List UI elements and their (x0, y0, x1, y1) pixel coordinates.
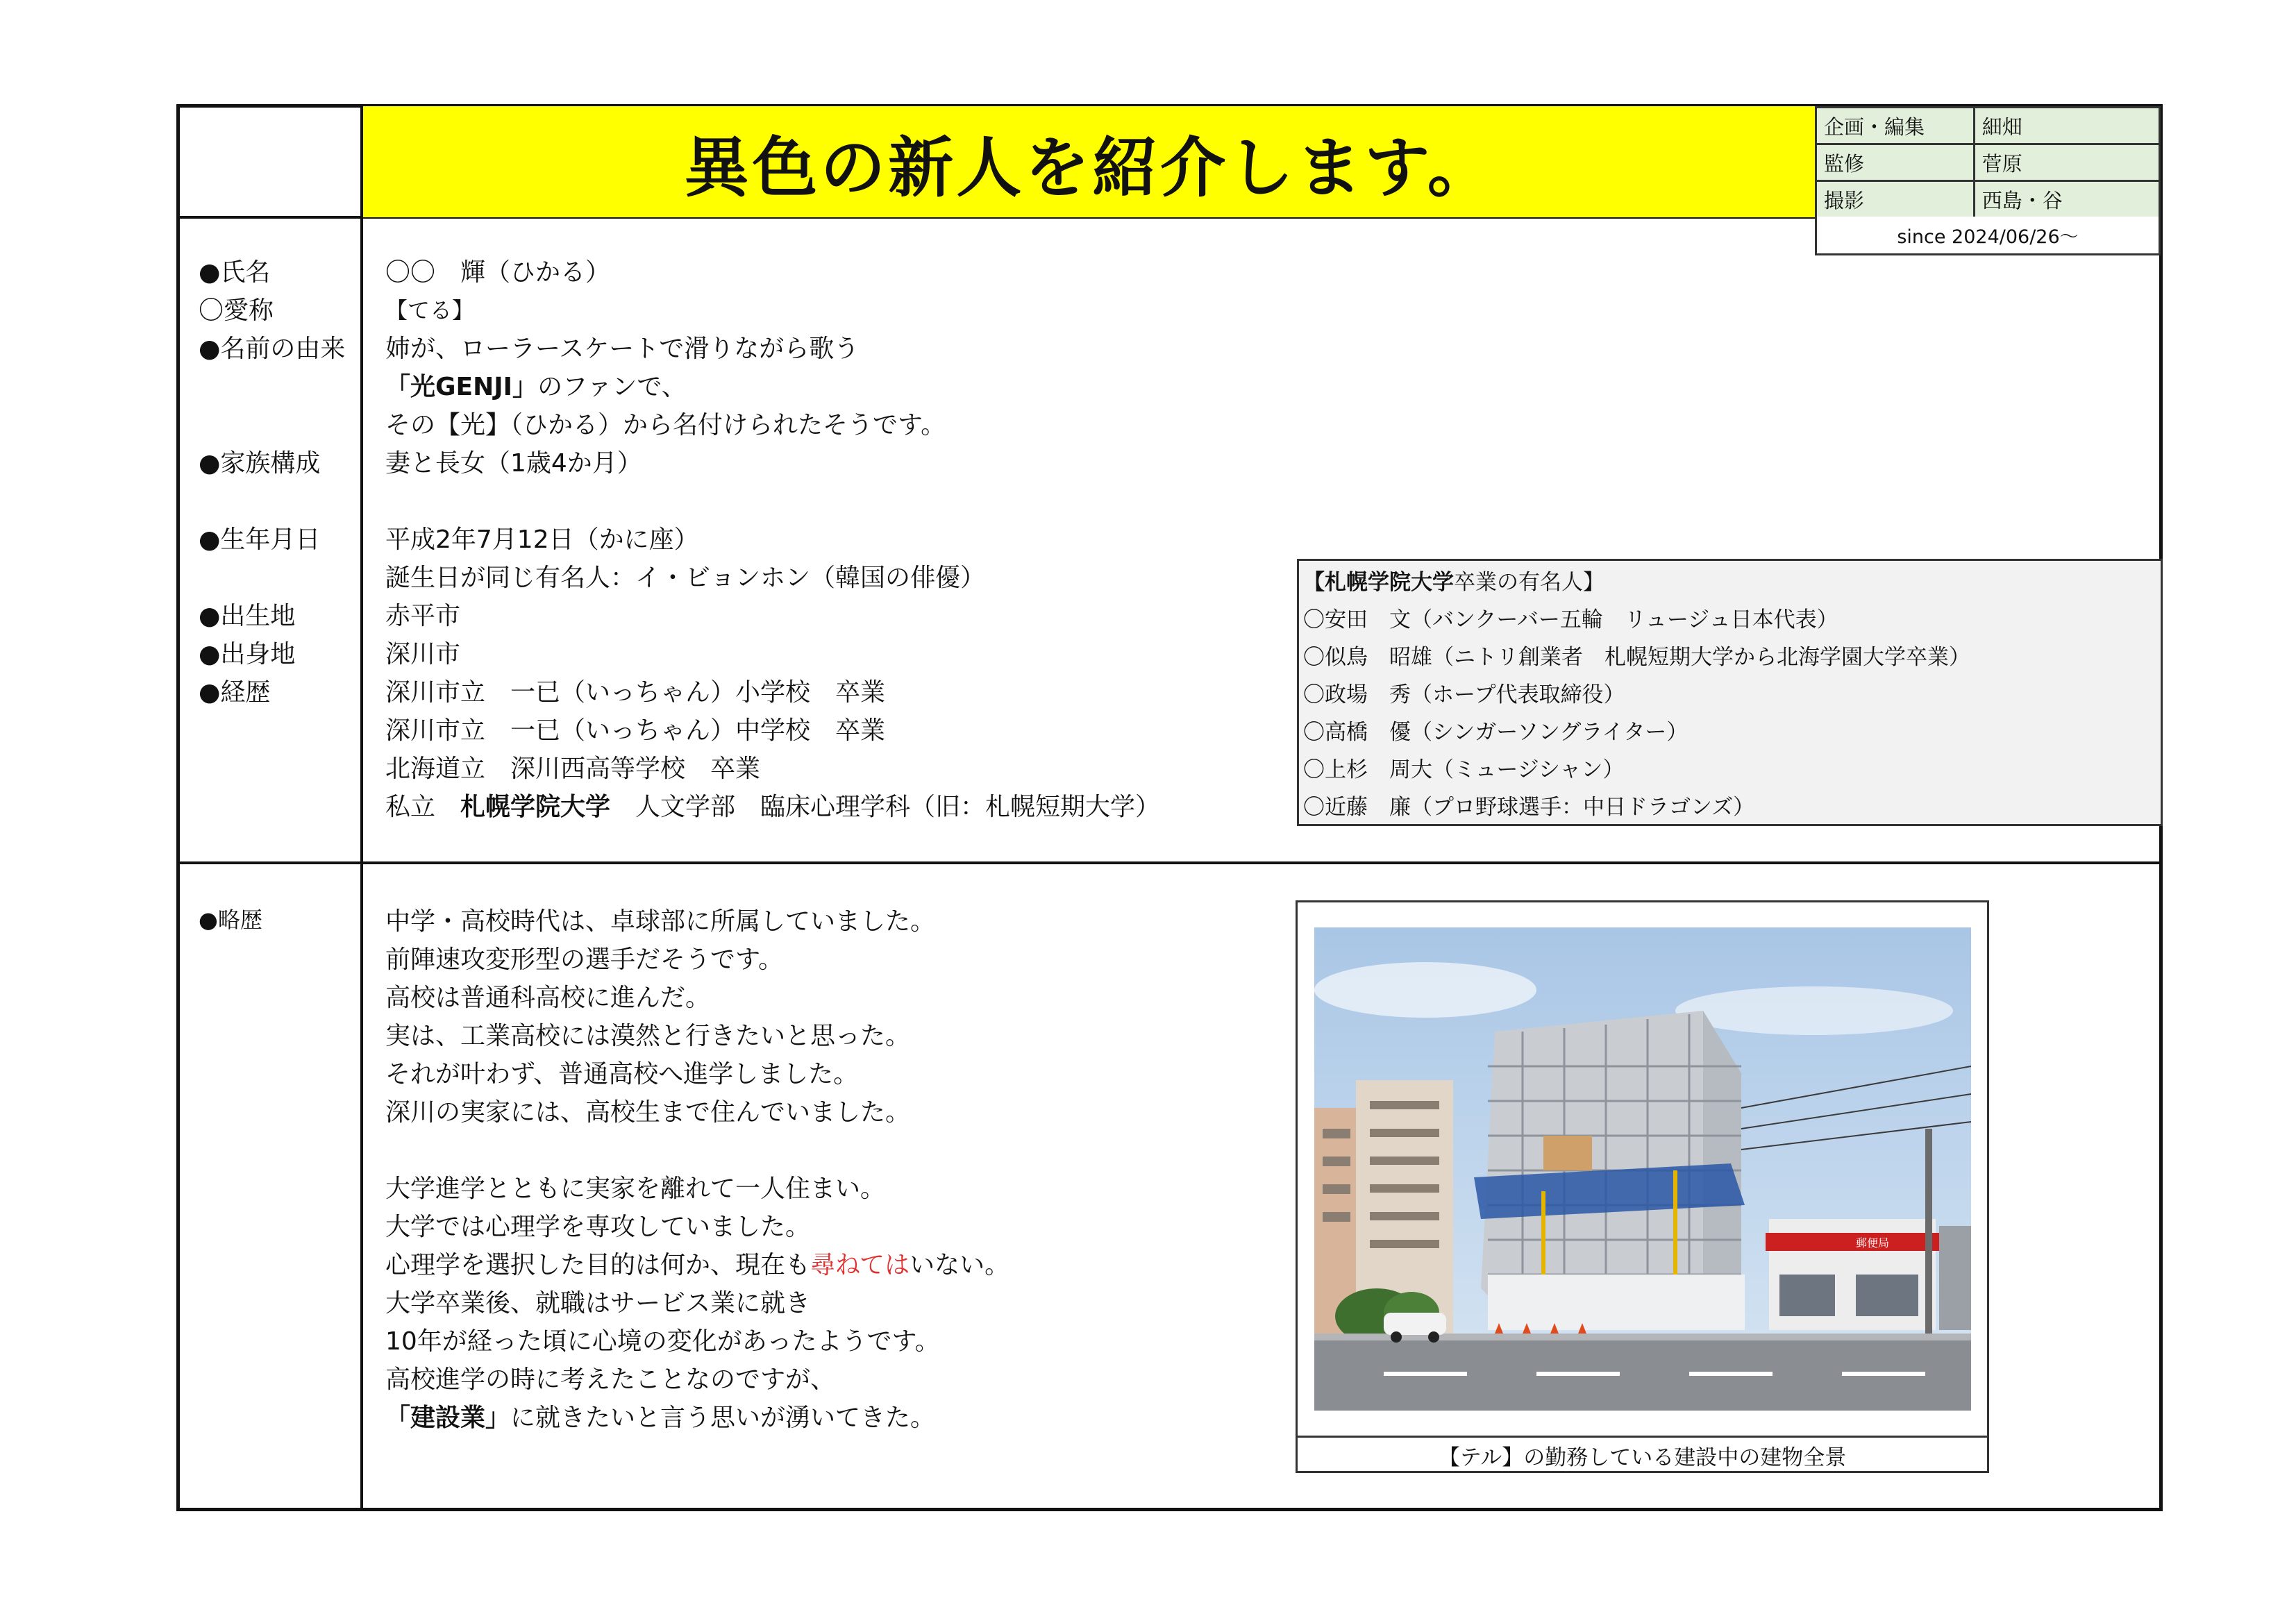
history-line9-a: 心理学を選択した目的は何か、現在も (385, 1251, 811, 1279)
label-career: ●経歴 (199, 678, 271, 707)
history-line: 大学進学とともに実家を離れて一人住まい。 (385, 1175, 886, 1203)
value-career-high-school: 北海道立 深川西高等学校 卒業 (385, 755, 761, 783)
famous-alumni-item: 〇高橋 優（シンガーソングライター） (1303, 720, 1689, 745)
famous-alumni-title-bold: 【札幌学院大学 (1303, 570, 1454, 595)
famous-alumni-title-rest: 卒業の有名人】 (1454, 570, 1604, 595)
label-name-origin: ●名前の由来 (199, 335, 346, 363)
label-name: ●氏名 (199, 258, 271, 287)
label-history: ●略歴 (199, 907, 262, 933)
history-line: 前陣速攻変形型の選手だそうです。 (385, 945, 784, 974)
value-origin-line3: その【光】（ひかる）から名付けられたそうです。 (385, 411, 946, 439)
famous-alumni-box (1297, 559, 2163, 826)
label-family: ●家族構成 (199, 449, 321, 478)
famous-alumni-item: 〇近藤 廉（プロ野球選手：中日ドラゴンズ） (1303, 795, 1755, 820)
post-office-sign: 郵便局 (1856, 1236, 1890, 1250)
history-line: それが叶わず、普通高校へ進学しました。 (385, 1060, 859, 1088)
university-name: 札幌学院大学 (460, 793, 611, 821)
credit-row (1816, 144, 2160, 181)
value-career-university (385, 788, 1160, 826)
famous-alumni-item: 〇似鳥 昭雄（ニトリ創業者 札幌短期大学から北海学園大学卒業） (1303, 645, 1970, 670)
history-line: 大学では心理学を専攻していました。 (385, 1213, 811, 1241)
value-origin-line2 (385, 368, 687, 406)
value-birthday: 平成2年7月12日（かに座） (385, 525, 699, 554)
history-line: 中学・高校時代は、卓球部に所属していました。 (385, 907, 936, 936)
value-name: 〇〇 輝（ひかる） (385, 258, 611, 287)
credit-name: 細畑 (1974, 108, 2159, 144)
credits-table (1815, 106, 2161, 219)
photo-caption: 【テル】の勤務している建設中の建物全景 (1296, 1436, 1989, 1473)
credit-role: 監修 (1816, 144, 1975, 181)
history-line: 高校は普通科高校に進んだ。 (385, 984, 711, 1012)
history-line (385, 1246, 1009, 1284)
history-line: 大学卒業後、就職はサービス業に就き (385, 1289, 811, 1318)
career4-suffix: 人文学部 臨床心理学科（旧：札幌短期大学） (610, 793, 1161, 821)
famous-alumni-title (1303, 564, 2156, 601)
label-column-divider (360, 104, 363, 1511)
value-nickname: 【てる】 (385, 297, 475, 323)
value-career-elementary: 深川市立 一已（いっちゃん）小学校 卒業 (385, 678, 886, 707)
value-career-junior-high: 深川市立 一已（いっちゃん）中学校 卒業 (385, 716, 886, 745)
value-family: 妻と長女（1歳4か月） (385, 449, 642, 478)
value-origin-line1: 姉が、ローラースケートで滑りながら歌う (385, 335, 860, 363)
history-line13-rest: に就きたいと言う思いが湧いてきた。 (510, 1404, 936, 1432)
origin-line2-rest: のファンで、 (537, 373, 687, 401)
label-hometown: ●出身地 (199, 640, 296, 668)
origin-group-name: 「光GENJI」 (385, 373, 538, 401)
building-photo-illustration (1314, 927, 1971, 1411)
page-title-banner (363, 106, 1816, 217)
history-line (385, 1399, 935, 1437)
history-highlight: 尋ねては (810, 1251, 910, 1279)
history-line: 実は、工業高校には漠然と行きたいと思った。 (385, 1022, 911, 1050)
since-date: since 2024/06/26～ (1815, 217, 2161, 255)
credit-row (1816, 181, 2160, 218)
value-hometown: 深川市 (385, 640, 461, 668)
construction-industry-emphasis: 「建設業」 (385, 1404, 511, 1432)
history-line: 深川の実家には、高校生まで住んでいました。 (385, 1098, 911, 1127)
career4-prefix: 私立 (385, 793, 461, 821)
page-title: 異色の新人を紹介します。 (684, 130, 1495, 206)
credit-name: 菅原 (1974, 144, 2159, 181)
label-birthplace: ●出生地 (199, 602, 296, 630)
credit-role: 撮影 (1816, 181, 1975, 218)
credit-name: 西島・谷 (1974, 181, 2159, 218)
history-line9-b: いない。 (910, 1251, 1010, 1279)
value-same-birthday: 誕生日が同じ有名人：イ・ビョンホン（韓国の俳優） (385, 564, 986, 592)
famous-alumni-item: 〇政場 秀（ホープ代表取締役） (1303, 682, 1625, 707)
famous-alumni-item: 〇上杉 周大（ミュージシャン） (1303, 757, 1625, 782)
history-line: 高校進学の時に考えたことなのですが、 (385, 1365, 836, 1394)
building-photo (1314, 927, 1971, 1411)
profile-divider (176, 861, 2163, 864)
history-line: 10年が経った頃に心境の変化があったようです。 (385, 1327, 940, 1356)
credit-row (1816, 108, 2160, 144)
famous-alumni-item: 〇安田 文（バンクーバー五輪 リュージュ日本代表） (1303, 607, 1838, 632)
label-birthday: ●生年月日 (199, 525, 321, 554)
value-birthplace: 赤平市 (385, 602, 461, 630)
label-nickname: 〇愛称 (199, 296, 274, 325)
credit-role: 企画・編集 (1816, 108, 1975, 144)
